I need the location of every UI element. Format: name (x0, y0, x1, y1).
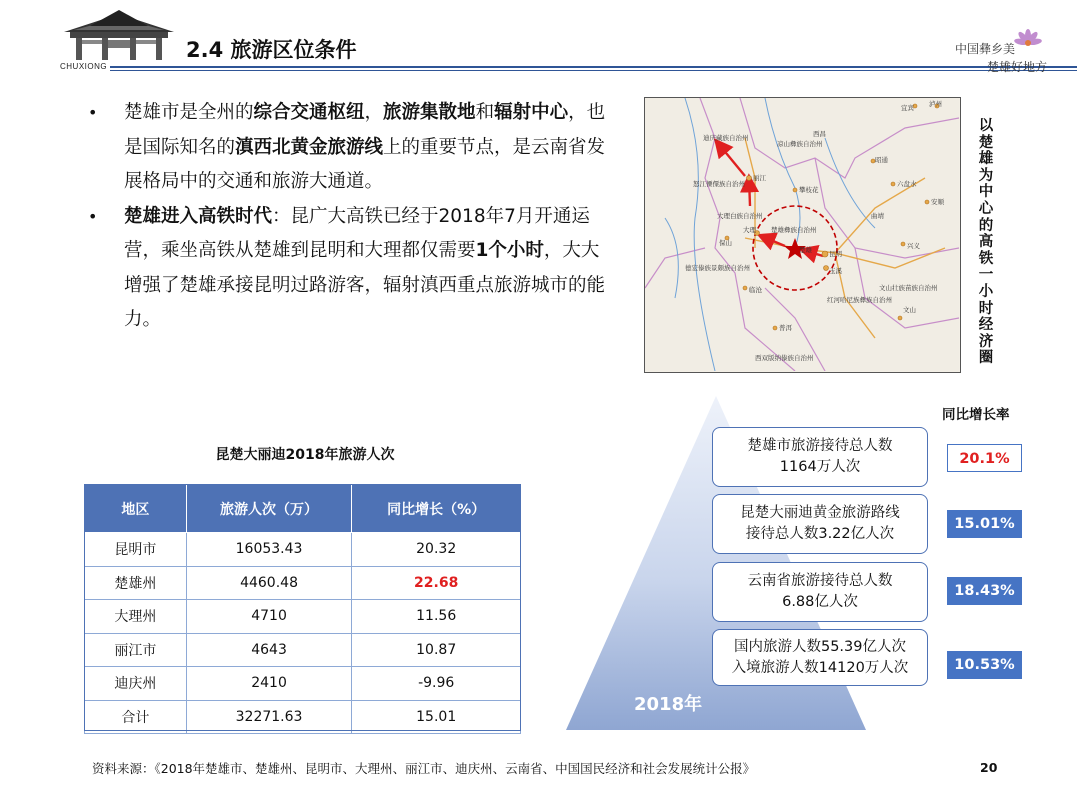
cell-region: 楚雄州 (85, 566, 187, 600)
map-label-diqing: 迪庆藏族自治州 (703, 134, 749, 142)
bullet-text: 楚雄进入高铁时代：昆广大高铁已经于2018年7月开通运营，乘坐高铁从楚雄到昆明和大理都仅需要1个小时，大大增强了楚雄承接昆明过路游客，辐射滇西重点旅游城市的能力。 (124, 205, 606, 330)
table-row (85, 533, 521, 567)
brand-line-1: 中国彝乡美 (954, 42, 1015, 56)
map-label-dali: 大理 (743, 226, 756, 234)
map-graphic (645, 98, 959, 371)
map-label-xishuangbanna: 西双版纳傣族自治州 (755, 354, 814, 362)
map-caption: 以楚雄为中心的高铁一小时经济圈 (978, 118, 994, 367)
stat-line-1: 昆楚大丽迪黄金旅游路线 (740, 505, 900, 521)
cell-visits: 32271.63 (186, 700, 352, 734)
table-row-total (85, 700, 521, 734)
stat-box-3 (712, 562, 928, 622)
stat-line-1: 楚雄市旅游接待总人数 (747, 438, 893, 454)
cell-region: 合计 (85, 700, 187, 734)
cell-growth: 10.87 (352, 633, 521, 667)
cell-region: 大理州 (85, 600, 187, 634)
archway-icon (60, 10, 178, 62)
pyramid-year-label: 2018年 (634, 694, 703, 715)
bullet-text: 楚雄市是全州的综合交通枢纽，旅游集散地和辐射中心，也是国际知名的滇西北黄金旅游线上的重要节点，是云南省发展格局中的交通和旅游大通道。 (124, 102, 606, 192)
map-label-liangshan: 凉山彝族自治州 (777, 140, 823, 148)
cell-visits: 4460.48 (186, 566, 352, 600)
stat-line-2: 1164万人次 (779, 459, 861, 475)
map-label-dehong: 德宏傣族景颇族自治州 (685, 264, 750, 272)
map-label-yibin: 宜宾 (901, 104, 914, 112)
table-title: 昆楚大丽迪2018年旅游人次 (215, 447, 395, 463)
stat-box-1 (712, 427, 928, 487)
cell-region: 迪庆州 (85, 667, 187, 701)
regional-map (644, 97, 961, 373)
page-number: 20 (980, 760, 998, 775)
growth-rate-badge: 18.43% (947, 577, 1022, 605)
source-note: 资料来源：《2018年楚雄市、楚雄州、昆明市、大理州、丽江市、迪庆州、云南省、中国国民经济和社会发展统计公报》 (92, 761, 756, 776)
header-visits: 旅游人次（万） (186, 485, 352, 533)
cell-visits: 4643 (186, 633, 352, 667)
cell-growth: 15.01 (352, 700, 521, 734)
map-label-baoshan: 保山 (719, 239, 732, 247)
map-label-nujiang: 怒江傈僳族自治州 (693, 180, 745, 188)
tourism-table (84, 484, 521, 734)
chuxiong-logo (60, 10, 178, 72)
cell-growth: 20.32 (352, 533, 521, 567)
brand-line-2: 楚雄好地方 (986, 60, 1047, 74)
bullet-list (88, 96, 613, 338)
table-row (85, 600, 521, 634)
map-label-luzhou: 泸州 (929, 100, 942, 108)
map-label-wenshan-pref: 文山壮族苗族自治州 (879, 284, 938, 292)
map-label-yuxi: 玉溪 (829, 267, 842, 275)
bullet-dot: • (88, 103, 98, 122)
stat-line-1: 云南省旅游接待总人数 (747, 573, 893, 589)
map-label-honghe: 红河哈尼族彝族自治州 (827, 296, 892, 304)
map-label-panzhihua: 攀枝花 (799, 186, 819, 194)
cell-growth-highlight: 22.68 (352, 566, 521, 600)
cell-visits: 4710 (186, 600, 352, 634)
cell-visits: 2410 (186, 667, 352, 701)
bullet-item-2 (88, 200, 613, 338)
map-label-anshun: 安顺 (931, 198, 944, 206)
map-label-puer: 普洱 (779, 324, 792, 332)
header-growth: 同比增长（%） (352, 485, 521, 533)
stat-line-1: 国内旅游人数55.39亿人次 (733, 638, 906, 655)
map-label-chuxiong-pref: 楚雄彝族自治州 (771, 226, 817, 234)
table-header-row (85, 485, 521, 533)
cell-growth: 11.56 (352, 600, 521, 634)
growth-rate-badge: 10.53% (947, 651, 1022, 679)
stat-box-2 (712, 494, 928, 554)
cell-visits: 16053.43 (186, 533, 352, 567)
bullet-item-1 (88, 96, 613, 200)
stat-line-2: 接待总人数3.22亿人次 (745, 526, 895, 542)
map-label-zhaotong: 昭通 (875, 156, 888, 164)
stat-line-2: 入境旅游人数14120万人次 (731, 659, 909, 676)
stat-line-2: 6.88亿人次 (782, 594, 858, 610)
map-label-xingyi: 兴义 (907, 242, 920, 250)
map-label-chuxiong: 楚雄 (799, 246, 812, 254)
map-label-kunming: 昆明 (829, 250, 842, 258)
cell-region: 丽江市 (85, 633, 187, 667)
map-label-wenshan: 文山 (903, 306, 916, 314)
table-row (85, 566, 521, 600)
map-label-xichang: 西昌 (813, 130, 826, 138)
cell-growth: -9.96 (352, 667, 521, 701)
logo-text: CHUXIONG (60, 62, 108, 71)
map-label-dali-pref: 大理白族自治州 (717, 212, 763, 220)
stat-box-4 (712, 629, 928, 686)
growth-rate-badge: 15.01% (947, 510, 1022, 538)
table-row (85, 633, 521, 667)
bullet-dot: • (88, 206, 98, 226)
growth-rate-badge: 20.1% (947, 444, 1022, 472)
header-region: 地区 (85, 485, 187, 533)
map-label-qujing: 曲靖 (871, 212, 884, 220)
map-label-lincang: 临沧 (749, 286, 762, 294)
map-label-lijiang: 丽江 (753, 174, 766, 182)
map-label-liupanshui: 六盘水 (897, 180, 917, 188)
page-title: 2.4 旅游区位条件 (186, 38, 357, 62)
table-row (85, 667, 521, 701)
flower-icon (1013, 28, 1043, 58)
cell-region: 昆明市 (85, 533, 187, 567)
growth-rate-header: 同比增长率 (942, 407, 1010, 423)
